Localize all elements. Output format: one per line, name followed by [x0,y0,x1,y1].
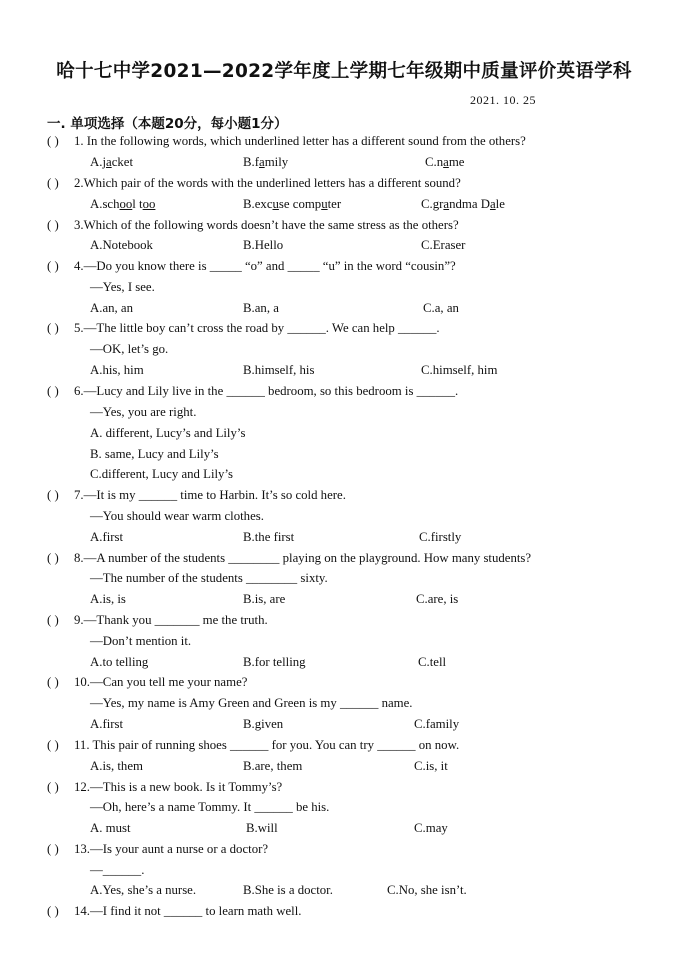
answer-bracket: ( ) [47,738,59,752]
question-row [0,488,688,508]
question-row [0,384,688,404]
option: B.given [243,717,284,731]
option: A.Yes, she’s a nurse. [90,883,197,897]
question-stem: 10.—Can you tell me your name? [74,675,248,689]
question-row [0,321,688,341]
option: C.a, an [423,301,459,315]
question-line: —Yes, my name is Amy Green and Green is my ______ name. [90,696,413,710]
option: C.firstly [419,530,462,544]
option: C.are, is [416,592,459,606]
question-row [0,259,688,279]
question-row [0,842,688,862]
option: B.himself, his [243,363,315,377]
option: B.Hello [243,238,284,252]
answer-bracket: ( ) [47,780,59,794]
question-stem: 6.—Lucy and Lily live in the ______ bedroom, so this bedroom is ______. [74,384,459,398]
question-row [0,551,688,571]
question-stem: 14.—I find it not ______ to learn math well. [74,904,302,918]
answer-bracket: ( ) [47,551,59,565]
question-line: —OK, let’s go. [90,342,169,356]
question-stem: 3.Which of the following words doesn’t have the same stress as the others? [74,218,459,232]
question-row [0,613,688,633]
question-stem: 13.—Is your aunt a nurse or a doctor? [74,842,269,856]
question-stem: 4.—Do you know there is _____ “o” and _____ “u” in the word “cousin”? [74,259,456,273]
option: B.is, are [243,592,286,606]
option: C.is, it [414,759,448,773]
question-line: —Yes, you are right. [90,405,197,419]
answer-bracket: ( ) [47,613,59,627]
option: C.tell [418,655,447,669]
option: A.first [90,717,124,731]
option: C.No, she isn’t. [387,883,467,897]
question-line: —Oh, here’s a name Tommy. It ______ be his. [90,800,330,814]
option: A.first [90,530,124,544]
answer-bracket: ( ) [47,675,59,689]
question-line: —The number of the students ________ sixty. [90,571,328,585]
question-stem: 5.—The little boy can’t cross the road by ______. We can help ______. [74,321,440,335]
question-row [0,134,688,154]
option: A.school too [90,197,156,211]
answer-bracket: ( ) [47,321,59,335]
question-row [0,738,688,758]
option: B.will [246,821,278,835]
option: B.family [243,155,289,169]
option: A.jacket [90,155,134,169]
answer-bracket: ( ) [47,218,59,232]
question-line: —You should wear warm clothes. [90,509,264,523]
option: B.for telling [243,655,306,669]
question-row [0,176,688,196]
option: A. must [90,821,131,835]
option: B.an, a [243,301,279,315]
option: A.to telling [90,655,149,669]
answer-bracket: ( ) [47,384,59,398]
question-stem: 12.—This is a new book. Is it Tommy’s? [74,780,283,794]
answer-bracket: ( ) [47,842,59,856]
question-row [0,780,688,800]
question-row [0,904,688,924]
question-line: C.different, Lucy and Lily’s [90,467,233,481]
answer-bracket: ( ) [47,176,59,190]
option: C.family [414,717,460,731]
option: B.the first [243,530,295,544]
option: B.She is a doctor. [243,883,333,897]
question-line: —Don’t mention it. [90,634,192,648]
page-title: 哈十七中学2021—2022学年度上学期七年级期中质量评价英语学科 [56,61,632,82]
option: B.are, them [243,759,303,773]
answer-bracket: ( ) [47,134,59,148]
option: A.is, is [90,592,126,606]
question-line: —______. [90,863,145,877]
option: C.may [414,821,448,835]
question-stem: 8.—A number of the students ________ playing on the playground. How many students? [74,551,532,565]
question-stem: 7.—It is my ______ time to Harbin. It’s so cold here. [74,488,346,502]
option: A.an, an [90,301,133,315]
answer-bracket: ( ) [47,259,59,273]
question-line: —Yes, I see. [90,280,155,294]
option: C.Eraser [421,238,466,252]
question-stem: 2.Which pair of the words with the underlined letters has a different sound? [74,176,461,190]
question-line: B. same, Lucy and Lily’s [90,447,219,461]
option: C.grandma Dale [421,197,505,211]
option: C.himself, him [421,363,498,377]
question-row [0,675,688,695]
question-line: A. different, Lucy’s and Lily’s [90,426,246,440]
option: B.excuse computer [243,197,342,211]
exam-date: 2021. 10. 25 [470,93,536,107]
question-row [0,218,688,238]
question-stem: 9.—Thank you _______ me the truth. [74,613,268,627]
answer-bracket: ( ) [47,904,59,918]
question-stem: 11. This pair of running shoes ______ for you. You can try ______ on now. [74,738,460,752]
section-heading: 一. 单项选择（本题20分，每小题1分） [47,116,288,132]
option: C.name [425,155,465,169]
option: A.Notebook [90,238,153,252]
option: A.is, them [90,759,143,773]
option: A.his, him [90,363,144,377]
answer-bracket: ( ) [47,488,59,502]
question-stem: 1. In the following words, which underlined letter has a different sound from the others? [74,134,526,148]
